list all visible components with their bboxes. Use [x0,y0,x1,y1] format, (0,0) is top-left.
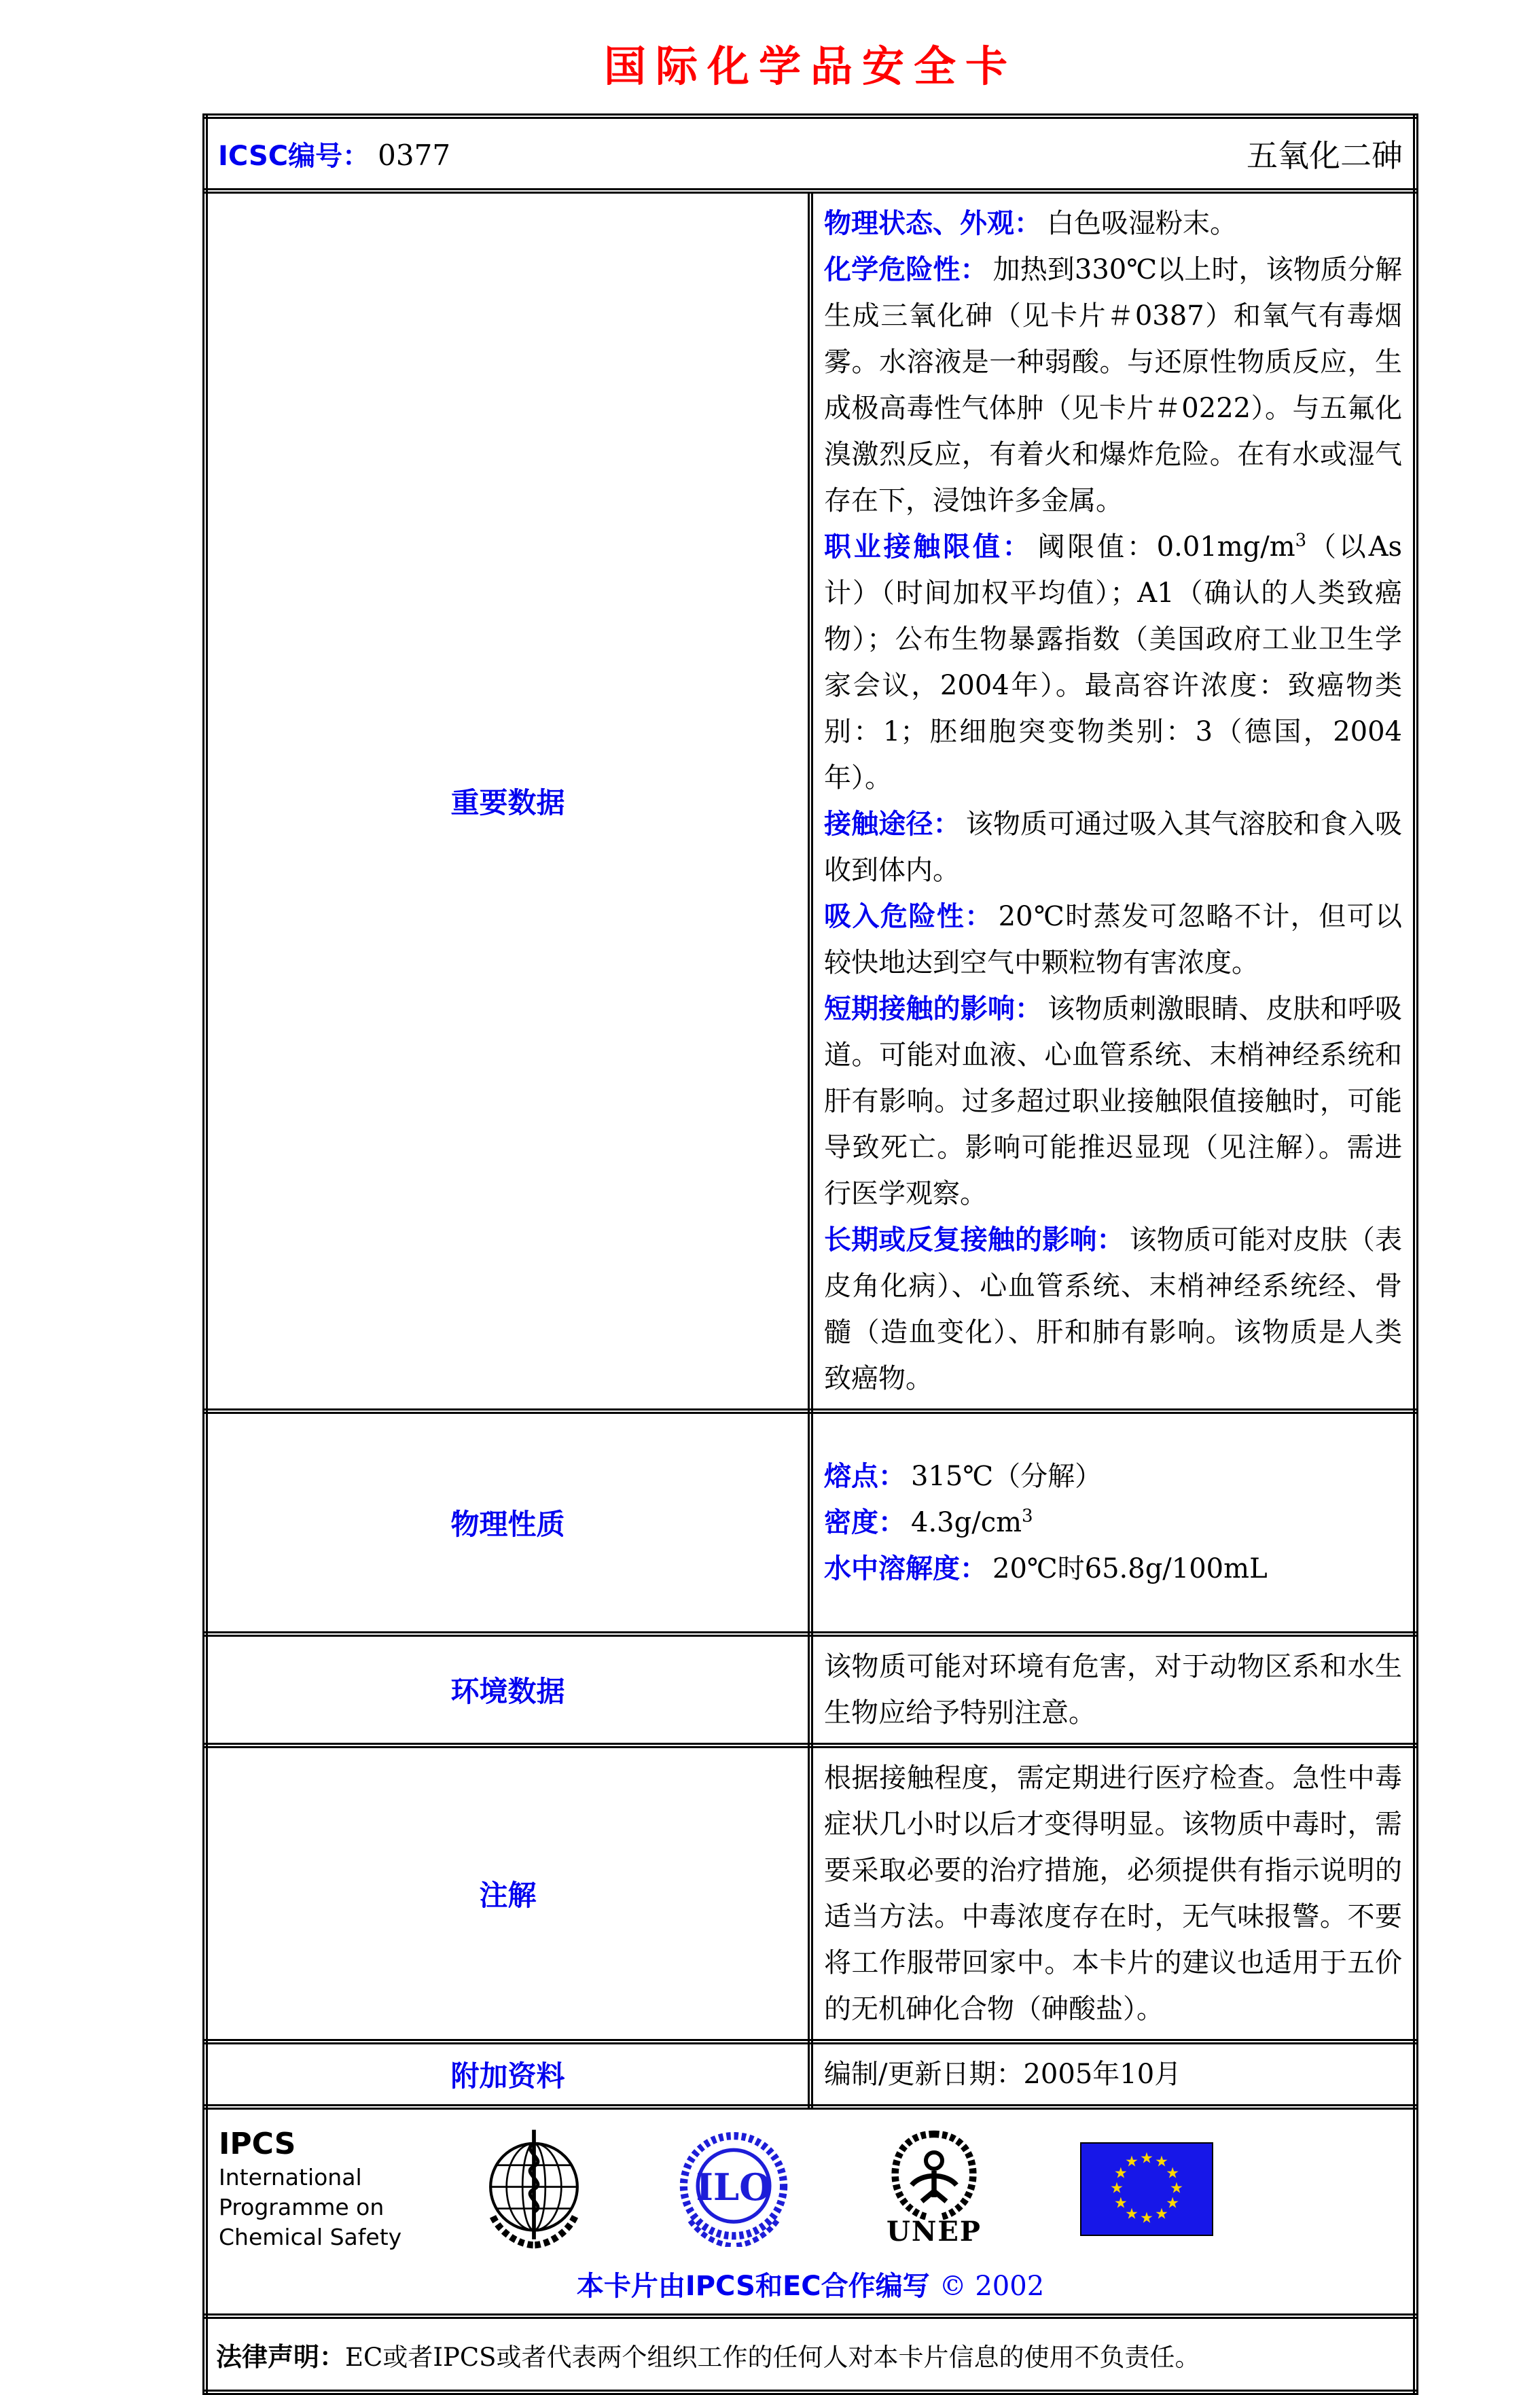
field-text: （以As计）（时间加权平均值）；A1（确认的人类致癌物）；公布生物暴露指数（美国政府工业卫生学家会议，2004年）。最高容许浓度：致癌物类别：1；胚细胞突变物类别：3（德国，2004年）。 [824,531,1402,794]
eu-star-icon: ★ [1155,2205,1168,2223]
important-data-row [205,191,1416,1411]
field-label: 短期接触的影响： [824,993,1043,1025]
additional-info-content [810,2042,1416,2107]
field-label: 长期或反复接触的影响： [824,1224,1124,1256]
header-cell [205,116,1416,191]
field-item [824,801,1402,893]
eu-star-icon: ★ [1125,2153,1139,2171]
section-label-important: 重要数据 [205,191,810,1411]
caption-text: 本卡片由IPCS和EC合作编写 [576,2270,930,2302]
field-label: 职业接触限值： [824,531,1033,563]
notes-text: 根据接触程度，需定期进行医疗检查。急性中毒症状几小时以后才变得明显。该物质中毒时，需要采取必要的治疗措施，必须提供有指示说明的适当方法。中毒浓度存在时，无气味报警。不要将工作服带回家中。本卡片的建议也适用于五价的无机砷化合物（砷酸盐）。 [824,1762,1402,2025]
field-text: 该物质刺激眼睛、皮肤和呼吸道。可能对血液、心血管系统、末梢神经系统和肝有影响。过多超过职业接触限值接触时，可能导致死亡。影响可能推迟显现（见注解）。需进行医学观察。 [824,993,1403,1209]
who-logo-icon [477,2127,591,2251]
field-item [824,986,1402,1217]
field-label: 物理状态、外观： [824,208,1041,239]
field-item [824,247,1402,524]
eu-star-icon: ★ [1125,2205,1139,2223]
eu-flag [1080,2142,1213,2236]
environment-text: 该物质可能对环境有危害，对于动物区系和水生生物应给予特别注意。 [824,1651,1402,1728]
field-label: 化学危险性： [824,254,988,285]
who-logo [477,2127,591,2251]
eu-star-icon: ★ [1166,2195,1179,2212]
ipcs-line-1: International [219,2163,362,2190]
ipcs-title: IPCS [219,2126,296,2161]
unep-logo-icon [883,2130,985,2220]
section-label-environment: 环境数据 [205,1634,810,1745]
field-text: 该物质可通过吸入其气溶胶和食入吸收到体内。 [824,809,1402,886]
icsc-number-group [218,135,450,173]
field-text: 白色吸湿粉末。 [1047,208,1237,239]
page-title: 国际化学品安全卡 [603,41,1017,91]
additional-info-text: 编制/更新日期：2005年10月 [824,2059,1182,2090]
field-label: 密度： [824,1507,906,1538]
physical-properties-row [205,1411,1416,1634]
eu-flag-stars [1080,2142,1213,2236]
field-text: 加热到330℃以上时，该物质分解生成三氧化砷（见卡片＃0387）和氧气有毒烟雾。水溶液是一种弱酸。与还原性物质反应，生成极高毒性气体肿（见卡片＃0222）。与五氟化溴激烈反应，有着火和爆炸危险。在有水或湿气存在下，浸蚀许多金属。 [824,254,1403,516]
unep-logo [883,2130,985,2248]
field-item [824,1453,1402,1500]
eu-star-icon: ★ [1140,2210,1153,2227]
field-item [824,1500,1402,1546]
svg-text:ILO: ILO [696,2165,772,2209]
ilo-logo [679,2131,788,2247]
field-text: 20℃时65.8g/100mL [992,1553,1268,1584]
notes-row [205,1745,1416,2042]
legal-cell [205,2316,1416,2392]
field-item [824,200,1402,247]
eu-star-icon: ★ [1155,2153,1168,2171]
legal-row [205,2316,1416,2392]
eu-star-icon: ★ [1114,2165,1128,2182]
eu-star-icon: ★ [1140,2150,1153,2167]
unep-wordmark: UNEP [886,2216,982,2248]
field-item [824,1546,1402,1592]
important-data-content [810,191,1416,1411]
chemical-name: 五氧化二砷 [1247,137,1403,174]
logos-caption [208,2265,1413,2303]
field-text: 20℃时蒸发可忽略不计，但可以较快地达到空气中颗粒物有害浓度。 [824,901,1402,978]
ipcs-line-3: Chemical Safety [219,2223,402,2250]
ipcs-text-block [219,2126,402,2252]
field-label: 熔点： [824,1461,906,1492]
header-row [205,116,1416,191]
notes-content [810,1745,1416,2042]
caption-copyright: © 2002 [939,2270,1045,2302]
field-label: 水中溶解度： [824,1553,987,1584]
field-item [824,893,1402,986]
physical-items-list [824,1453,1402,1592]
section-label-notes: 注解 [205,1745,810,2042]
superscript-text: 3 [1295,530,1307,551]
eu-star-icon: ★ [1170,2180,1183,2197]
field-text: 该物质可能对皮肤（表皮角化病）、心血管系统、末梢神经系统经、骨髓（造血变化）、肝和肺有影响。该物质是人类致癌物。 [824,1224,1403,1394]
ilo-logo-icon [679,2131,788,2247]
field-text: 315℃（分解） [911,1461,1103,1492]
ipcs-line-2: Programme on [219,2193,384,2220]
logos-row [205,2107,1416,2316]
section-label-physical: 物理性质 [205,1411,810,1634]
environment-data-content [810,1634,1416,1745]
additional-info-row [205,2042,1416,2107]
logos-cell [205,2107,1416,2316]
field-label: 接触途径： [824,809,961,840]
environment-data-row [205,1634,1416,1745]
eu-star-icon: ★ [1166,2165,1179,2182]
icsc-card-table [202,113,1418,2395]
field-text: 阈限值：0.01mg/m [1037,531,1295,563]
legal-label: 法律声明： [216,2341,346,2372]
physical-properties-content [810,1411,1416,1634]
section-label-additional: 附加资料 [205,2042,810,2107]
field-item [824,524,1402,801]
legal-text: EC或者IPCS或者代表两个组织工作的任何人对本卡片信息的使用不负责任。 [345,2342,1200,2372]
field-label: 吸入危险性： [824,901,993,932]
eu-star-icon: ★ [1110,2180,1124,2197]
icsc-number-label: ICSC编号： [218,140,370,172]
icsc-number-value: 0377 [378,138,451,172]
field-text: 4.3g/cm [911,1507,1022,1538]
superscript-text: 3 [1022,1506,1033,1527]
important-items-list [824,200,1402,1402]
field-item [824,1217,1402,1402]
eu-star-icon: ★ [1114,2195,1128,2212]
